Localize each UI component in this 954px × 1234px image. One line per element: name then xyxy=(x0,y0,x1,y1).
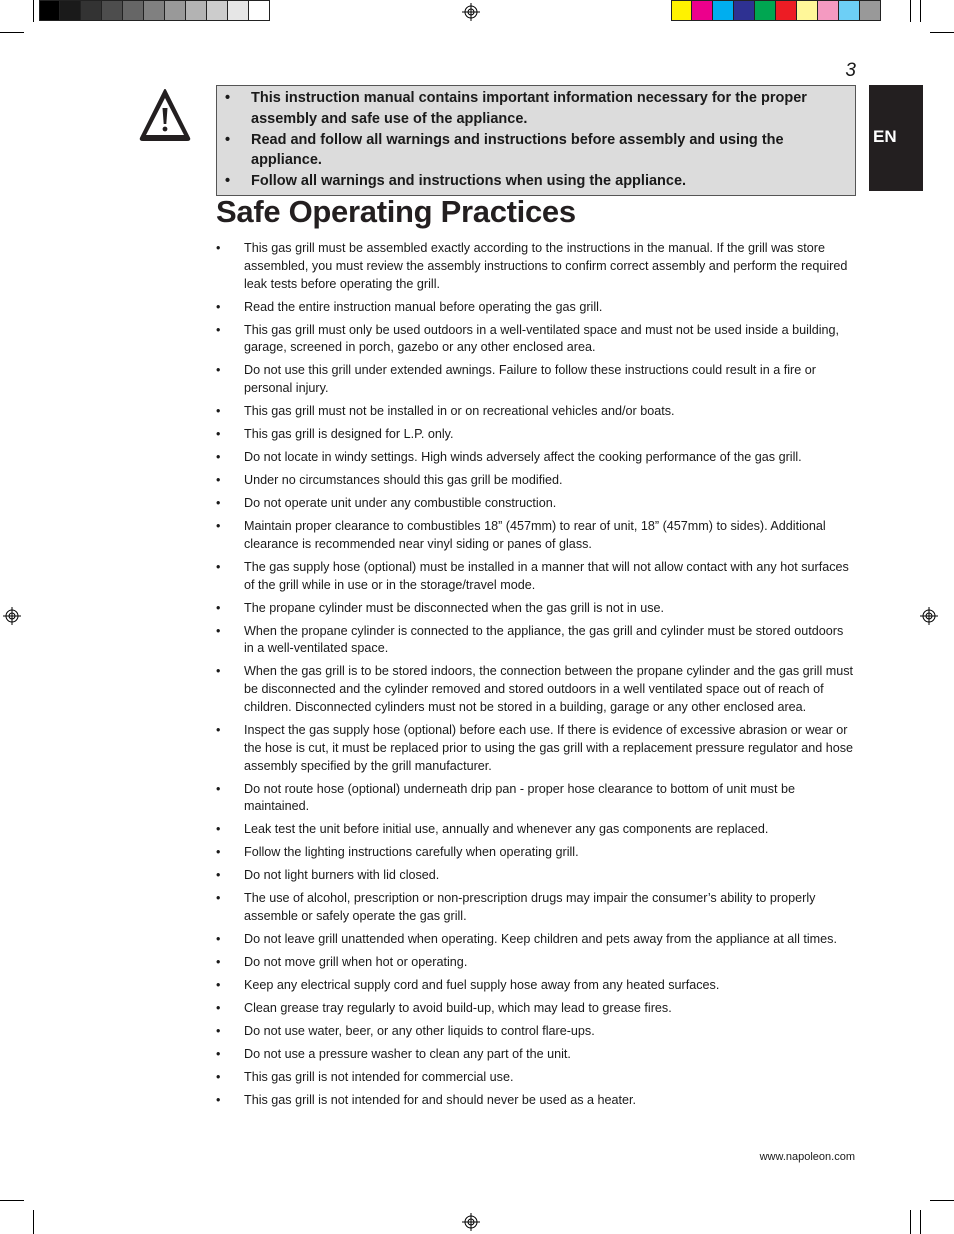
gray-swatch xyxy=(249,0,270,21)
warning-list xyxy=(225,88,847,192)
color-swatch xyxy=(734,0,755,21)
website-url: www.napoleon.com xyxy=(759,1151,855,1163)
warning-item: • Follow all warnings and instructions when using the appliance. xyxy=(225,171,847,192)
practice-item: • Inspect the gas supply hose (optional) before each use. If there is evidence of excessive abrasion or wear or the hose is cut, it must be replaced prior to using the gas grill with a replacement pressure regulator and hose assembly specified by the grill manufacturer. xyxy=(216,722,856,775)
crop-mark xyxy=(930,32,954,33)
registration-mark-icon xyxy=(3,607,21,625)
practice-item: • This gas grill is not intended for and should never be used as a heater. xyxy=(216,1092,856,1110)
section-title: Safe Operating Practices xyxy=(216,194,576,229)
gray-swatch xyxy=(60,0,81,21)
crop-mark xyxy=(910,0,911,22)
gray-swatch xyxy=(144,0,165,21)
practice-item: • Do not use this grill under extended awnings. Failure to follow these instructions could result in a fire or personal injury. xyxy=(216,362,856,398)
practice-item: • Keep any electrical supply cord and fuel supply hose away from any heated surfaces. xyxy=(216,977,856,995)
color-swatch xyxy=(818,0,839,21)
practice-item: • Do not locate in windy settings. High winds adversely affect the cooking performance of the gas grill. xyxy=(216,449,856,467)
color-swatch xyxy=(860,0,881,21)
practice-item: • The use of alcohol, prescription or non-prescription drugs may impair the consumer’s ability to properly assemble or safely operate the gas grill. xyxy=(216,890,856,926)
practice-item: • Do not use a pressure washer to clean any part of the unit. xyxy=(216,1046,856,1064)
practice-item: • Do not leave grill unattended when operating. Keep children and pets away from the appliance at all times. xyxy=(216,931,856,949)
gray-swatch xyxy=(165,0,186,21)
crop-mark xyxy=(33,1210,34,1234)
practice-item: • The propane cylinder must be disconnected when the gas grill is not in use. xyxy=(216,600,856,618)
practice-item: • Leak test the unit before initial use, annually and whenever any gas components are replaced. xyxy=(216,821,856,839)
registration-mark-icon xyxy=(920,607,938,625)
page-number: 3 xyxy=(845,60,856,81)
practice-item: • Do not operate unit under any combustible construction. xyxy=(216,495,856,513)
crop-mark xyxy=(920,1210,921,1234)
gray-swatch xyxy=(186,0,207,21)
practice-item: • The gas supply hose (optional) must be installed in a manner that will not allow contact with any hot surfaces of the grill while in use or in the storage/travel mode. xyxy=(216,559,856,595)
gray-calibration-bar xyxy=(39,0,270,21)
color-calibration-bar xyxy=(671,0,881,21)
safety-practices-list xyxy=(216,240,856,1115)
color-swatch xyxy=(797,0,818,21)
practice-item: • Do not move grill when hot or operating. xyxy=(216,954,856,972)
practice-item: • Read the entire instruction manual before operating the gas grill. xyxy=(216,299,856,317)
warning-triangle-icon xyxy=(139,88,191,142)
warning-item: • Read and follow all warnings and instructions before assembly and using the appliance. xyxy=(225,130,847,172)
gray-swatch xyxy=(123,0,144,21)
practice-item: • Clean grease tray regularly to avoid build-up, which may lead to grease fires. xyxy=(216,1000,856,1018)
gray-swatch xyxy=(102,0,123,21)
practice-item: • Maintain proper clearance to combustibles 18” (457mm) to rear of unit, 18” (457mm) to sides). Additional clearance is recommended near vinyl siding or panes of glass. xyxy=(216,518,856,554)
gray-swatch xyxy=(81,0,102,21)
practice-item: • Do not use water, beer, or any other liquids to control flare-ups. xyxy=(216,1023,856,1041)
practice-item: • This gas grill is not intended for commercial use. xyxy=(216,1069,856,1087)
gray-swatch xyxy=(207,0,228,21)
practice-item: • Follow the lighting instructions carefully when operating grill. xyxy=(216,844,856,862)
color-swatch xyxy=(671,0,692,21)
crop-mark xyxy=(910,1210,911,1234)
color-swatch xyxy=(755,0,776,21)
color-swatch xyxy=(713,0,734,21)
crop-mark xyxy=(33,0,34,22)
registration-mark-icon xyxy=(462,1213,480,1231)
registration-mark-icon xyxy=(462,3,480,21)
language-tab: EN xyxy=(869,85,923,191)
color-swatch xyxy=(692,0,713,21)
practice-item: • Do not light burners with lid closed. xyxy=(216,867,856,885)
color-swatch xyxy=(776,0,797,21)
practice-item: • This gas grill must only be used outdoors in a well-ventilated space and must not be used inside a building, garage, screened in porch, gazebo or any other enclosed area. xyxy=(216,322,856,358)
practice-item: • When the gas grill is to be stored indoors, the connection between the propane cylinder and the gas grill must be disconnected and the cylinder removed and stored outdoors in a well ventilated space out of reach of children. Disconnected cylinders must not be stored in a building, garage or any other enclosed area. xyxy=(216,663,856,716)
warning-box xyxy=(216,85,856,196)
practice-item: • This gas grill must not be installed in or on recreational vehicles and/or boats. xyxy=(216,403,856,421)
crop-mark xyxy=(920,0,921,22)
practice-item: • When the propane cylinder is connected to the appliance, the gas grill and cylinder must be stored outdoors in a well-ventilated space. xyxy=(216,623,856,659)
color-swatch xyxy=(839,0,860,21)
gray-swatch xyxy=(228,0,249,21)
crop-mark xyxy=(930,1200,954,1201)
practice-item: • This gas grill is designed for L.P. only. xyxy=(216,426,856,444)
practice-item: • Under no circumstances should this gas grill be modified. xyxy=(216,472,856,490)
practice-item: • This gas grill must be assembled exactly according to the instructions in the manual. If the grill was store assembled, you must review the assembly instructions to confirm correct assembly and perform the required leak tests before operating the grill. xyxy=(216,240,856,293)
gray-swatch xyxy=(39,0,60,21)
practice-item: • Do not route hose (optional) underneath drip pan - proper hose clearance to bottom of unit must be maintained. xyxy=(216,781,856,817)
crop-mark xyxy=(0,32,24,33)
crop-mark xyxy=(0,1200,24,1201)
warning-item: • This instruction manual contains important information necessary for the proper assembly and safe use of the appliance. xyxy=(225,88,847,130)
